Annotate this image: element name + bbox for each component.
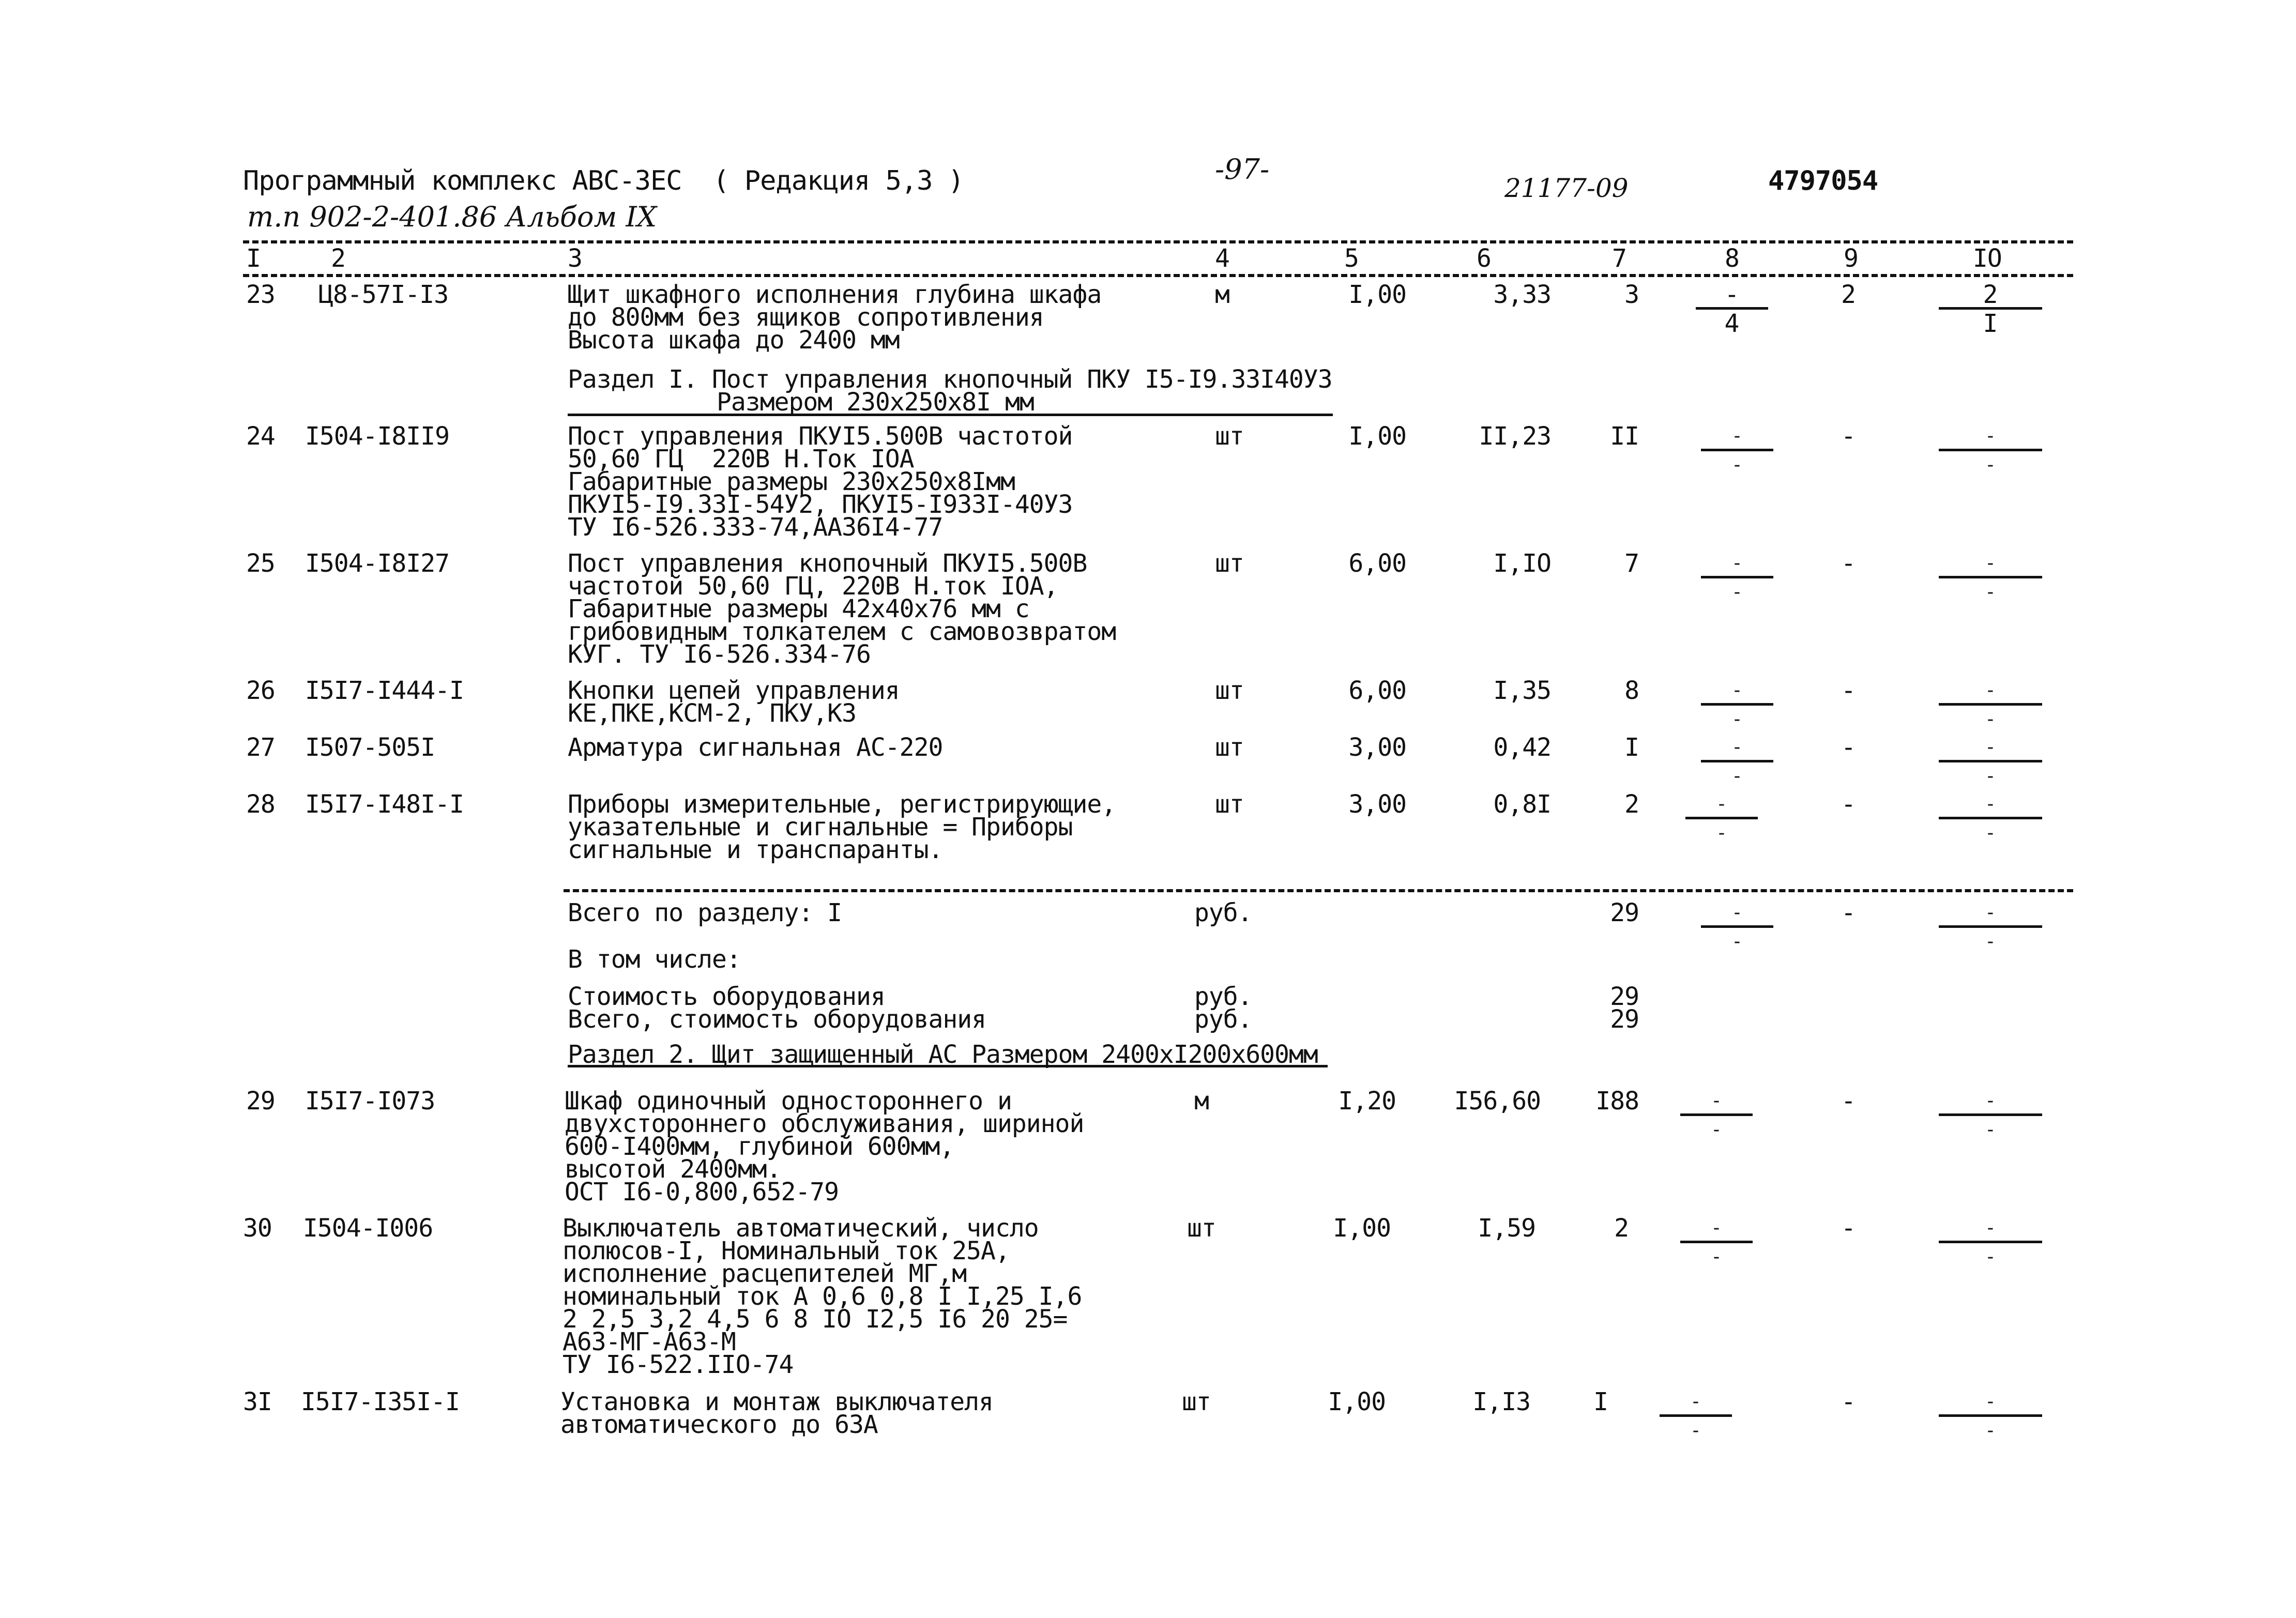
column-header-bottom-rule bbox=[243, 274, 2073, 277]
row-description-line: Пост управления ПКУI5.500В частотой bbox=[568, 422, 1073, 451]
column-header-6: 6 bbox=[1477, 244, 1491, 273]
row-unit-price: 0,8I bbox=[1493, 790, 1551, 819]
fraction-denominator: - bbox=[1985, 582, 1996, 603]
row-col8-fraction bbox=[1696, 280, 1768, 338]
totals-col9: - bbox=[1841, 898, 1856, 927]
fraction-denominator: - bbox=[1716, 822, 1727, 844]
fraction-numerator: - bbox=[1985, 1391, 1996, 1412]
row-unit: м bbox=[1194, 1087, 1209, 1116]
row-total-cost: 3 bbox=[1624, 280, 1639, 309]
row-description-line: А63-МГ-А63-М bbox=[562, 1327, 736, 1356]
row-col8-fraction bbox=[1680, 1217, 1753, 1269]
row-col9: - bbox=[1841, 790, 1856, 819]
column-header-9: 9 bbox=[1844, 244, 1858, 273]
row-unit-price: I,59 bbox=[1478, 1214, 1535, 1243]
row-quantity: 3,00 bbox=[1348, 790, 1406, 819]
fraction-bar bbox=[1939, 760, 2042, 762]
totals-col8-fraction bbox=[1701, 902, 1773, 953]
row-col8-fraction bbox=[1701, 736, 1773, 788]
fraction-denominator: - bbox=[1690, 1420, 1701, 1441]
row-total-cost: I bbox=[1593, 1387, 1608, 1416]
row-description-line: Габаритные размеры 230х250х8Iмм bbox=[568, 467, 1015, 496]
row-col10-fraction bbox=[1939, 793, 2042, 845]
row-unit: шт bbox=[1215, 676, 1244, 705]
row-col9: - bbox=[1841, 733, 1856, 762]
row-description-line: указательные и сигнальные = Приборы bbox=[568, 813, 1073, 842]
row-description-line: частотой 50,60 ГЦ, 220В Н.ток IOA, bbox=[568, 572, 1058, 601]
column-header-7: 7 bbox=[1612, 244, 1626, 273]
row-description-line: двухстороннего обслуживания, шириной bbox=[565, 1109, 1084, 1138]
row-unit: шт bbox=[1215, 790, 1244, 819]
fraction-bar bbox=[1939, 1241, 2042, 1243]
row-unit-price: I,35 bbox=[1493, 676, 1551, 705]
column-header-8: 8 bbox=[1725, 244, 1739, 273]
fraction-denominator: - bbox=[1731, 766, 1743, 787]
row-number: 23 bbox=[246, 280, 275, 309]
fraction-denominator: - bbox=[1985, 709, 1996, 730]
row-unit: шт bbox=[1215, 549, 1244, 578]
fraction-numerator: - bbox=[1731, 737, 1743, 758]
row-col9: - bbox=[1841, 1387, 1856, 1416]
equipment-cost-value: 29 bbox=[1610, 982, 1639, 1011]
total-equipment-value: 29 bbox=[1610, 1005, 1639, 1034]
column-header-5: 5 bbox=[1344, 244, 1359, 273]
row-number: 28 bbox=[246, 790, 275, 819]
row-unit: м bbox=[1215, 280, 1229, 309]
page-number: -97- bbox=[1215, 153, 1270, 186]
row-description-line: автоматического до 63А bbox=[560, 1410, 878, 1439]
row-number: 3I bbox=[243, 1387, 272, 1416]
row-col10-fraction bbox=[1939, 552, 2042, 604]
row-col9: - bbox=[1841, 676, 1856, 705]
fraction-denominator: - bbox=[1985, 766, 1996, 787]
fraction-bar bbox=[1680, 1241, 1753, 1243]
row-description-line: Шкаф одиночный одностороннего и bbox=[565, 1087, 1012, 1116]
row-description-line: сигнальные и транспаранты. bbox=[568, 835, 943, 864]
row-col10-fraction bbox=[1939, 736, 2042, 788]
fraction-numerator: - bbox=[1985, 1090, 1996, 1111]
row-code: I504-I8I27 bbox=[305, 549, 449, 578]
fraction-numerator: - bbox=[1724, 280, 1740, 309]
row-code: I504-I006 bbox=[303, 1214, 433, 1243]
row-description-line: Приборы измерительные, регистрирующие, bbox=[568, 790, 1116, 819]
row-col8-fraction bbox=[1685, 793, 1758, 845]
fraction-numerator: - bbox=[1985, 680, 1996, 701]
document-code: 21177-09 bbox=[1504, 173, 1629, 203]
row-unit: шт bbox=[1187, 1214, 1216, 1243]
section-1-underline bbox=[568, 414, 1333, 416]
section-total-label: Всего по разделу: I bbox=[568, 898, 842, 927]
row-quantity: I,00 bbox=[1333, 1214, 1391, 1243]
fraction-bar bbox=[1660, 1414, 1732, 1417]
row-col8-fraction bbox=[1701, 552, 1773, 604]
row-unit: шт bbox=[1215, 733, 1244, 762]
fraction-denominator: - bbox=[1711, 1119, 1722, 1140]
section-2-title: Раздел 2. Щит защищенный АС Размером 2400хI200х600мм bbox=[568, 1040, 1318, 1069]
row-quantity: I,00 bbox=[1328, 1387, 1386, 1416]
fraction-bar bbox=[1701, 925, 1773, 928]
row-quantity: 6,00 bbox=[1348, 549, 1406, 578]
fraction-bar bbox=[1939, 1113, 2042, 1116]
row-col8-fraction bbox=[1701, 425, 1773, 477]
row-total-cost: II bbox=[1610, 422, 1639, 451]
row-number: 27 bbox=[246, 733, 275, 762]
inventory-number: 4797054 bbox=[1768, 165, 1878, 196]
row-unit: шт bbox=[1182, 1387, 1211, 1416]
fraction-denominator: - bbox=[1985, 1420, 1996, 1441]
row-description-line: до 800мм без ящиков сопротивления bbox=[568, 303, 1044, 332]
section-total-value: 29 bbox=[1610, 898, 1639, 927]
fraction-denominator: - bbox=[1711, 1246, 1722, 1268]
row-total-cost: 2 bbox=[1624, 790, 1639, 819]
totals-col10-fraction bbox=[1939, 902, 2042, 953]
row-total-cost: 7 bbox=[1624, 549, 1639, 578]
section-total-unit: руб. bbox=[1194, 898, 1252, 927]
fraction-bar bbox=[1939, 817, 2042, 819]
album-reference: т.п 902-2-401.86 Альбом IX bbox=[247, 201, 657, 233]
row-unit-price: 3,33 bbox=[1493, 280, 1551, 309]
column-header-1: I bbox=[246, 244, 261, 273]
fraction-denominator: I bbox=[1983, 309, 1998, 338]
row-total-cost: 8 bbox=[1624, 676, 1639, 705]
row-col9: - bbox=[1841, 1214, 1856, 1243]
row-col10-fraction bbox=[1939, 425, 2042, 477]
fraction-bar bbox=[1939, 449, 2042, 451]
row-code: I5I7-I48I-I bbox=[305, 790, 464, 819]
row-description-line: Пост управления кнопочный ПКУI5.500В bbox=[568, 549, 1087, 578]
row-description-line: ТУ I6-522.IIO-74 bbox=[562, 1350, 794, 1379]
fraction-denominator: 4 bbox=[1724, 309, 1740, 338]
row-code: Ц8-57I-I3 bbox=[318, 280, 449, 309]
row-code: I5I7-I444-I bbox=[305, 676, 464, 705]
fraction-denominator: - bbox=[1985, 931, 1996, 952]
fraction-numerator: - bbox=[1731, 902, 1743, 923]
fraction-bar bbox=[1701, 760, 1773, 762]
row-description-line: полюсов-I, Номинальный ток 25А, bbox=[562, 1237, 1010, 1265]
section-2-underline bbox=[568, 1065, 1328, 1067]
row-quantity: I,00 bbox=[1348, 422, 1406, 451]
program-title: Программный комплекс АВС-ЗЕС ( Редакция 5,3 ) bbox=[243, 165, 964, 196]
row-description-line: КУГ. ТУ I6-526.334-76 bbox=[568, 640, 871, 669]
row-description-line: ОСТ I6-0,800,652-79 bbox=[565, 1178, 839, 1207]
row-code: I5I7-I35I-I bbox=[301, 1387, 460, 1416]
row-quantity: I,20 bbox=[1338, 1087, 1396, 1116]
row-description-line: высотой 2400мм. bbox=[565, 1155, 781, 1184]
row-total-cost: I bbox=[1624, 733, 1639, 762]
row-col8-fraction bbox=[1701, 679, 1773, 731]
fraction-bar bbox=[1939, 576, 2042, 578]
row-quantity: 6,00 bbox=[1348, 676, 1406, 705]
fraction-denominator: - bbox=[1731, 931, 1743, 952]
fraction-numerator: - bbox=[1731, 553, 1743, 574]
fraction-numerator: - bbox=[1716, 793, 1727, 815]
row-description-line: ТУ I6-526.333-74,АА36I4-77 bbox=[568, 513, 943, 542]
fraction-numerator: - bbox=[1985, 902, 1996, 923]
fraction-denominator: - bbox=[1731, 582, 1743, 603]
fraction-numerator: - bbox=[1731, 425, 1743, 447]
row-col9: 2 bbox=[1841, 280, 1856, 309]
row-code: I507-505I bbox=[305, 733, 435, 762]
fraction-numerator: - bbox=[1711, 1090, 1722, 1111]
fraction-denominator: - bbox=[1985, 454, 1996, 476]
fraction-numerator: - bbox=[1690, 1391, 1701, 1412]
row-number: 24 bbox=[246, 422, 275, 451]
row-col10-fraction bbox=[1939, 1217, 2042, 1269]
row-total-cost: I88 bbox=[1595, 1087, 1639, 1116]
row-description-line: ПКУI5-I9.33I-54У2, ПКУI5-I933I-40У3 bbox=[568, 490, 1073, 519]
row-col8-fraction bbox=[1660, 1391, 1732, 1442]
row-description-line: Кнопки цепей управления bbox=[568, 676, 900, 705]
row-quantity: 3,00 bbox=[1348, 733, 1406, 762]
fraction-numerator: 2 bbox=[1983, 280, 1998, 309]
row-number: 29 bbox=[246, 1087, 275, 1116]
row-total-cost: 2 bbox=[1614, 1214, 1629, 1243]
row-description-line: исполнение расцепителей МГ,м bbox=[562, 1259, 967, 1288]
row-description-line: Арматура сигнальная АС-220 bbox=[568, 733, 943, 762]
fraction-bar bbox=[1680, 1113, 1753, 1116]
row-col9: - bbox=[1841, 1087, 1856, 1116]
row-description-line: Установка и монтаж выключателя bbox=[560, 1387, 993, 1416]
row-description-line: 600-I400мм, глубиной 600мм, bbox=[565, 1132, 954, 1161]
row-description-line: Щит шкафного исполнения глубина шкафа bbox=[568, 280, 1102, 309]
row-code: I5I7-I073 bbox=[305, 1087, 435, 1116]
fraction-denominator: - bbox=[1731, 454, 1743, 476]
column-header-10: IO bbox=[1973, 244, 2002, 273]
row-code: I504-I8II9 bbox=[305, 422, 449, 451]
fraction-denominator: - bbox=[1985, 1119, 1996, 1140]
row-col10-fraction bbox=[1939, 679, 2042, 731]
fraction-denominator: - bbox=[1731, 709, 1743, 730]
fraction-numerator: - bbox=[1985, 425, 1996, 447]
fraction-numerator: - bbox=[1985, 793, 1996, 815]
fraction-bar bbox=[1701, 449, 1773, 451]
row-col8-fraction bbox=[1680, 1090, 1753, 1141]
fraction-bar bbox=[1939, 703, 2042, 706]
fraction-numerator: - bbox=[1711, 1217, 1722, 1239]
fraction-bar bbox=[1701, 576, 1773, 578]
row-description-line: номинальный ток А 0,6 0,8 I I,25 I,6 bbox=[562, 1282, 1082, 1311]
section-1-title: Раздел I. Пост управления кнопочный ПКУ I5-I9.33I40У3 bbox=[568, 365, 1332, 394]
row-col10-fraction bbox=[1939, 1090, 2042, 1141]
row-description-line: КЕ,ПКЕ,КСМ-2, ПКУ,КЗ bbox=[568, 699, 856, 728]
fraction-numerator: - bbox=[1985, 1217, 1996, 1239]
row-description-line: Габаритные размеры 42х40х76 мм с bbox=[568, 594, 1029, 623]
column-header-4: 4 bbox=[1215, 244, 1229, 273]
row-description-line: грибовидным толкателем с самовозвратом bbox=[568, 617, 1116, 646]
row-description-line: 50,60 ГЦ 220В Н.Ток IOA bbox=[568, 445, 914, 474]
fraction-bar bbox=[1701, 703, 1773, 706]
row-number: 30 bbox=[243, 1214, 272, 1243]
row-number: 26 bbox=[246, 676, 275, 705]
including-label: В том числе: bbox=[568, 945, 741, 974]
fraction-bar bbox=[1685, 817, 1758, 819]
row-col10-fraction bbox=[1939, 280, 2042, 338]
row-description-line: 2 2,5 3,2 4,5 6 8 IO I2,5 I6 20 25= bbox=[562, 1305, 1068, 1334]
row-description-line: Высота шкафа до 2400 мм bbox=[568, 326, 900, 355]
total-equipment-unit: руб. bbox=[1194, 1005, 1252, 1034]
fraction-denominator: - bbox=[1985, 1246, 1996, 1268]
row-quantity: I,00 bbox=[1348, 280, 1406, 309]
row-col9: - bbox=[1841, 549, 1856, 578]
row-unit-price: II,23 bbox=[1479, 422, 1551, 451]
row-col10-fraction bbox=[1939, 1391, 2042, 1442]
fraction-numerator: - bbox=[1985, 737, 1996, 758]
row-unit: шт bbox=[1215, 422, 1244, 451]
column-header-2: 2 bbox=[331, 244, 345, 273]
row-unit-price: I,I3 bbox=[1472, 1387, 1530, 1416]
fraction-bar bbox=[1939, 1414, 2042, 1417]
fraction-numerator: - bbox=[1731, 680, 1743, 701]
equipment-cost-label: Стоимость оборудования bbox=[568, 982, 885, 1011]
row-unit-price: I,IO bbox=[1493, 549, 1551, 578]
total-equipment-label: Всего, стоимость оборудования bbox=[568, 1005, 986, 1034]
row-description-line: Выключатель автоматический, число bbox=[562, 1214, 1039, 1243]
row-unit-price: I56,60 bbox=[1454, 1087, 1541, 1116]
fraction-denominator: - bbox=[1985, 822, 1996, 844]
row-col9: - bbox=[1841, 422, 1856, 451]
totals-separator bbox=[564, 889, 2073, 892]
row-number: 25 bbox=[246, 549, 275, 578]
row-unit-price: 0,42 bbox=[1493, 733, 1551, 762]
column-header-3: 3 bbox=[568, 244, 582, 273]
column-header-top-rule bbox=[243, 240, 2073, 243]
section-1-subtitle: Размером 230х250х8I мм bbox=[717, 388, 1034, 417]
fraction-bar bbox=[1939, 925, 2042, 928]
equipment-cost-unit: руб. bbox=[1194, 982, 1252, 1011]
fraction-numerator: - bbox=[1985, 553, 1996, 574]
